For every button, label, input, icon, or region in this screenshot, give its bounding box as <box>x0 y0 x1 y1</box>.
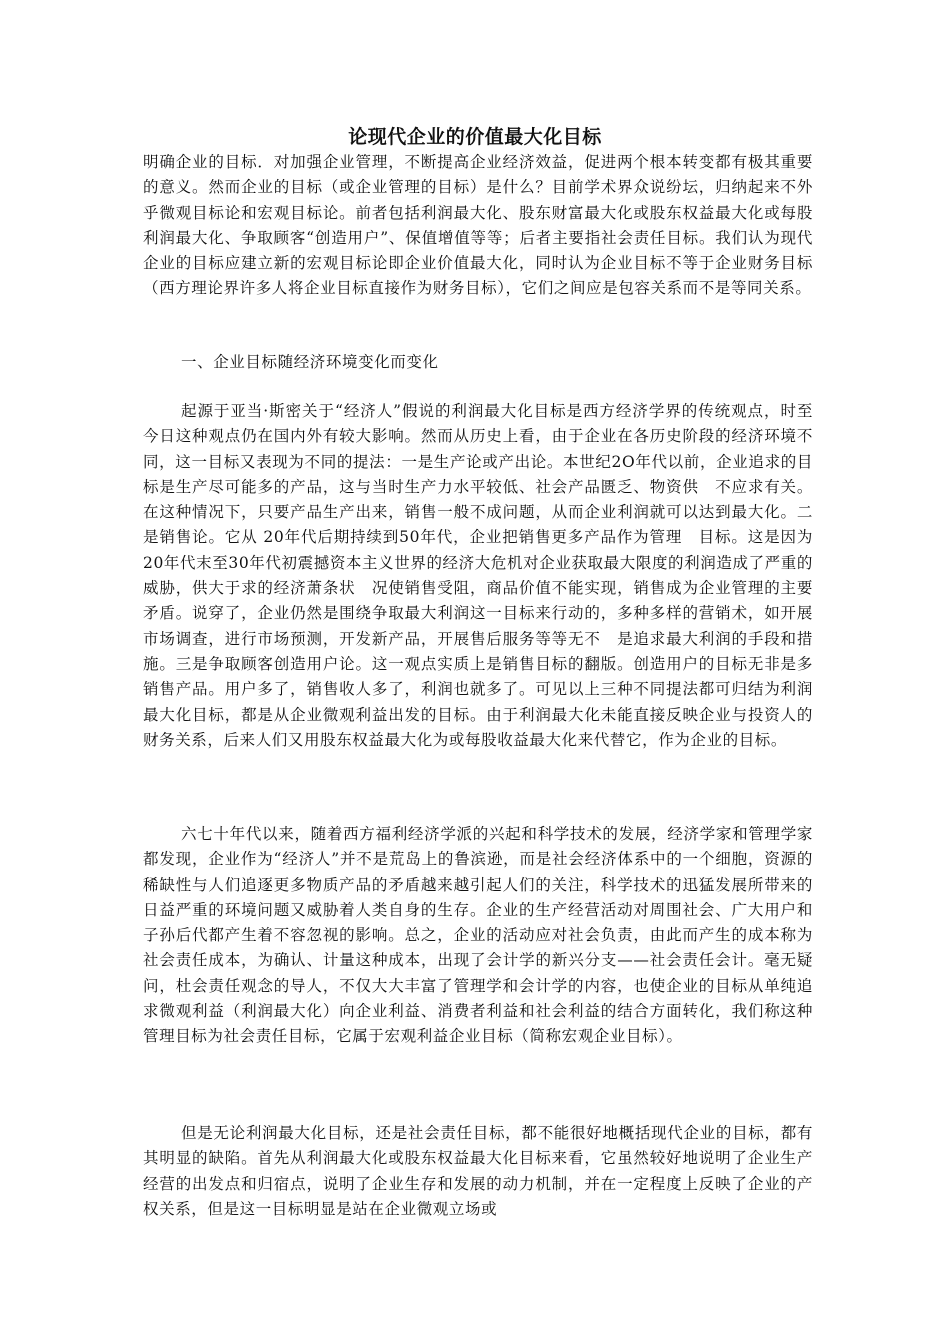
section-heading: 一、企业目标随经济环境变化而变化 <box>181 353 439 371</box>
body-paragraph: 但是无论利润最大化目标，还是社会责任目标，都不能很好地概括现代企业的目标，都有其明显的缺陷。首先从利润最大化或股东权益最大化目标来看，它虽然较好地说明了企业生产经营的出发点和归宿点，说明了企业生存和发展的动力机制，并在一定程度上反映了企业的产权关系，但是这一目标明显是站在企业微观立场或 <box>143 1124 813 1218</box>
intro-paragraph: 明确企业的目标．对加强企业管理，不断提高企业经济效益，促进两个根本转变都有极其重要的意义。然而企业的目标（或企业管理的目标）是什么？目前学术界众说纷坛，归纳起来不外乎微观目标论和宏观目标论。前者包括利润最大化、股东财富最大化或股东权益最大化或每股利润最大化、争取顾客“创造用户”、保值增值等等；后者主要指社会责任目标。我们认为现代企业的目标应建立新的宏观目标论即企业价值最大化，同时认为企业目标不等于企业财务目标（西方理论界许多人将企业目标直接作为财务目标），它们之间应是包容关系而不是等同关系。 <box>143 153 813 298</box>
body-paragraph: 起源于亚当·斯密关于“经济人”假说的利润最大化目标是西方经济学界的传统观点，时至今日这种观点仍在国内外有较大影响。然而从历史上看，由于企业在各历史阶段的经济环境不同，这一目标又表现为不同的提法：一是生产论或产出论。本世纪2O年代以前，企业追求的目标是生产尽可能多的产品，这与当时生产力水平较低、社会产品匮乏、物资供 不应求有关。在这种情况下，只要产品生产出来，销售一般不成问题，从而企业利润就可以达到最大化。二是销售论。它从 20年代后期持续到50年代，企业把销售更多产品作为管理 目标。这是因为20年代末至30年代初震撼资本主义世界的经济大危机对企业获取最大限度的利润造成了严重的威胁，供大于求的经济萧条状 况使销售受阻，商品价值不能实现，销售成为企业管理的主要矛盾。说穿了，企业仍然是围绕争取最大利润这一目标来行动的，多种多样的营销术，如开展市场调查，进行市场预测，开发新产品，开展售后服务等等无不 是追求最大利润的手段和措施。三是争取顾客创造用户论。这一观点实质上是销售目标的翻版。创造用户的目标无非是多销售产品。用户多了，销售收人多了，利润也就多了。可见以上三种不同提法都可归结为利润最大化目标，都是从企业微观利益出发的目标。由于利润最大化未能直接反映企业与投资人的财务关系，后来人们又用股东权益最大化为或每股收益最大化来代替它，作为企业的目标。 <box>143 402 813 749</box>
body-paragraph: 六七十年代以来，随着西方福利经济学派的兴起和科学技术的发展，经济学家和管理学家都发现，企业作为“经济人”并不是荒岛上的鲁滨逊，而是社会经济体系中的一个细胞，资源的稀缺性与人们追逐更多物质产品的矛盾越来越引起人们的关注，科学技术的迅猛发展所带来的日益严重的环境问题又威胁着人类自身的生存。企业的生产经营活动对周围社会、广大用户和子孙后代都产生着不容忽视的影响。总之，企业的活动应对社会负责，由此而产生的成本称为社会责任成本，为确认、计量这种成本，出现了会计学的新兴分支——社会责任会计。毫无疑问，杜会责任观念的导人，不仅大大丰富了管理学和会计学的内容，也使企业的目标从单纯追求微观利益（利润最大化）向企业利益、消费者利益和社会利益的结合方面转化，我们称这种管理目标为社会责任目标，它属于宏观利益企业目标（简称宏观企业目标）。 <box>143 825 813 1046</box>
document-title: 论现代企业的价值最大化目标 <box>348 126 602 148</box>
